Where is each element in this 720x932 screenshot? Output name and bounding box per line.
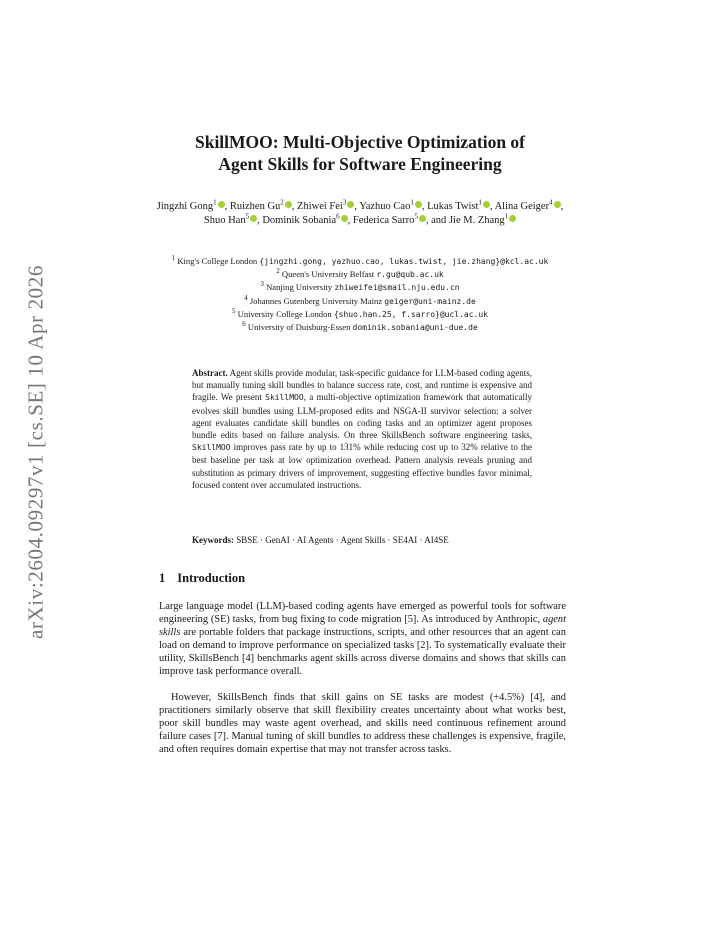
affil-mark: 4 xyxy=(244,293,248,302)
author-affil-mark: 4 xyxy=(549,198,553,207)
affil-mark: 3 xyxy=(260,280,264,289)
author xyxy=(359,198,422,212)
affil-email[interactable]: {shuo.han.25, f.sarro}@ucl.ac.uk xyxy=(333,309,488,319)
author xyxy=(203,212,257,226)
author-name: Federica Sarro xyxy=(352,215,415,226)
author xyxy=(352,212,426,226)
author xyxy=(448,212,516,226)
author-list: Jingzhi Gong$^1$ , Ruizhen Gu$^2$ , Zhiwei Fei$^3$ , Yazhuo Cao$^1$ , Lukas Twist$^1$ , Alina Geiger$^4$ , Shuo Han$^5$ , Dominik Sobania$^6$ , Federica Sarro$^5$ , and Jie M. Zhang$^1$ xyxy=(156,198,564,226)
affil-email[interactable]: geiger@uni-mainz.de xyxy=(384,296,476,306)
author-name: Jie M. Zhang xyxy=(448,215,505,226)
author xyxy=(427,198,490,212)
affiliation xyxy=(150,268,570,281)
affil-email[interactable]: zhiweifei@smail.nju.edu.cn xyxy=(334,283,460,293)
affil-mark: 2 xyxy=(276,267,280,276)
author xyxy=(262,212,347,226)
orcid-icon[interactable] xyxy=(347,201,354,208)
orcid-icon[interactable] xyxy=(250,215,257,222)
affil-mark: 6 xyxy=(242,320,246,329)
author xyxy=(494,198,561,212)
author-name: Lukas Twist xyxy=(427,201,479,212)
method-name: SkillMOO xyxy=(265,393,304,403)
author xyxy=(297,198,354,212)
arxiv-stamp: arXiv:2604.09297v1 [cs.SE] 10 Apr 2026 xyxy=(23,265,48,639)
affil-mark: 1 xyxy=(171,254,176,263)
abstract-text-1: Agent skills provide modular, task-specific guidance for LLM-based coding agents, but manually tuning skill bundles to balance success rate, cost, and runtime is expensive and fragile. We present xyxy=(192,368,532,403)
affil-mark: 5 xyxy=(232,306,236,315)
affiliation xyxy=(150,255,570,268)
affil-institution: Queen's University Belfast xyxy=(281,269,375,280)
keywords-label: Keywords: xyxy=(192,535,234,545)
paper-title xyxy=(140,131,580,175)
paragraph-text: are portable folders that package instructions, scripts, and other resources that an agent can load on demand to improve performance on specialized tasks [2]. To systematically evaluate their utility, SkillsBench [4] benchmarks agent skills across diverse domains and shows that skills can improve task performance overall. xyxy=(159,627,566,678)
section-title: Introduction xyxy=(177,571,246,585)
title-line-1: SkillMOO: Multi-Objective Optimization of xyxy=(194,132,526,152)
author-affil-mark: 6 xyxy=(336,212,340,221)
author-affil-mark: 5 xyxy=(414,212,418,221)
abstract-label: Abstract. xyxy=(192,368,228,378)
abstract-text-3: improves pass rate by up to 131% while reducing cost up to 32% relative to the best baseline per task at low optimization overhead. Pattern analysis reveals pruning and substitution as primary drivers of improvement, suggesting effective bundles favor minimal, focused content over accumulated instructions. xyxy=(192,442,532,490)
keywords-text: SBSE · GenAI · AI Agents · Agent Skills · SE4AI · AI4SE xyxy=(236,535,449,545)
paragraph-emphasis: agent skills xyxy=(159,614,566,639)
orcid-icon[interactable] xyxy=(509,215,516,222)
orcid-icon[interactable] xyxy=(419,215,426,222)
keywords xyxy=(192,535,552,545)
author-name: Yazhuo Cao xyxy=(359,201,411,212)
affil-email[interactable]: dominik.sobania@uni-due.de xyxy=(352,323,478,333)
author-name: Zhiwei Fei xyxy=(297,201,343,212)
affil-institution: University of Duisburg-Essen xyxy=(247,322,351,333)
section-heading xyxy=(159,571,245,586)
author-affil-mark: 1 xyxy=(504,212,509,221)
author-name: Jingzhi Gong xyxy=(156,201,214,212)
orcid-icon[interactable] xyxy=(554,201,561,208)
orcid-icon[interactable] xyxy=(285,201,292,208)
affiliation-list xyxy=(150,255,570,334)
abstract-text-2: , a multi-objective optimization framework that automatically evolves skill bundles using LLM-proposed edits and NSGA-II survivor selection: a solver agent evaluates candidate skill bundles on coding tasks and an optimizer agent proposes bundle edits based on failure analysis. On three SkillsBench software engineering tasks, xyxy=(192,392,532,441)
affil-institution: King's College London xyxy=(177,256,258,266)
title-line-2: Agent Skills for Software Engineering xyxy=(218,154,502,174)
paragraph-text: Large language model (LLM)-based coding agents have emerged as powerful tools for software engineering (SE) tasks, from bug fixing to code migration [5]. As introduced by Anthropic, xyxy=(159,601,566,626)
orcid-icon[interactable] xyxy=(483,201,490,208)
orcid-icon[interactable] xyxy=(341,215,348,222)
author xyxy=(229,198,292,212)
affiliation xyxy=(150,295,570,308)
intro-paragraph-1 xyxy=(159,600,566,678)
affil-institution: Nanjing University xyxy=(266,282,333,293)
affil-email[interactable]: r.gu@qub.ac.uk xyxy=(376,270,444,280)
author-name: Shuo Han xyxy=(203,215,246,226)
author xyxy=(156,198,225,212)
author-affil-mark: 1 xyxy=(213,198,217,207)
affil-institution: Johannes Gutenberg University Mainz xyxy=(249,295,383,306)
author-affil-mark: 1 xyxy=(410,198,414,207)
author-affil-mark: 2 xyxy=(280,198,284,207)
orcid-icon[interactable] xyxy=(218,201,225,208)
affiliation xyxy=(150,281,570,294)
author-affil-mark: 3 xyxy=(342,198,347,207)
orcid-icon[interactable] xyxy=(415,201,422,208)
affiliation xyxy=(150,308,570,321)
affiliation xyxy=(150,321,570,334)
method-name: SkillMOO xyxy=(192,443,231,453)
author-name: Dominik Sobania xyxy=(262,215,337,226)
author-affil-mark: 5 xyxy=(245,212,250,221)
intro-paragraph-2: However, SkillsBench finds that skill gains on SE tasks are modest (+4.5%) [4], and practitioners similarly observe that skill flexibility creates uncertainty about what works best, poor skill bundles may waste agent overhead, and skills need continuous refinement around failure cases [7]. Manual tuning of skill bundles to address these challenges is expensive, fragile, and often requires domain expertise that may not transfer across tasks. xyxy=(159,692,566,756)
abstract xyxy=(192,367,532,491)
section-number: 1 xyxy=(159,571,166,585)
affil-institution: University College London xyxy=(237,308,332,319)
author-affil-mark: 1 xyxy=(478,198,482,207)
affil-email[interactable]: {jingzhi.gong, yazhuo.cao, lukas.twist, jie.zhang}@kcl.ac.uk xyxy=(259,257,549,266)
author-name: Alina Geiger xyxy=(494,201,550,212)
author-name: Ruizhen Gu xyxy=(229,201,281,212)
